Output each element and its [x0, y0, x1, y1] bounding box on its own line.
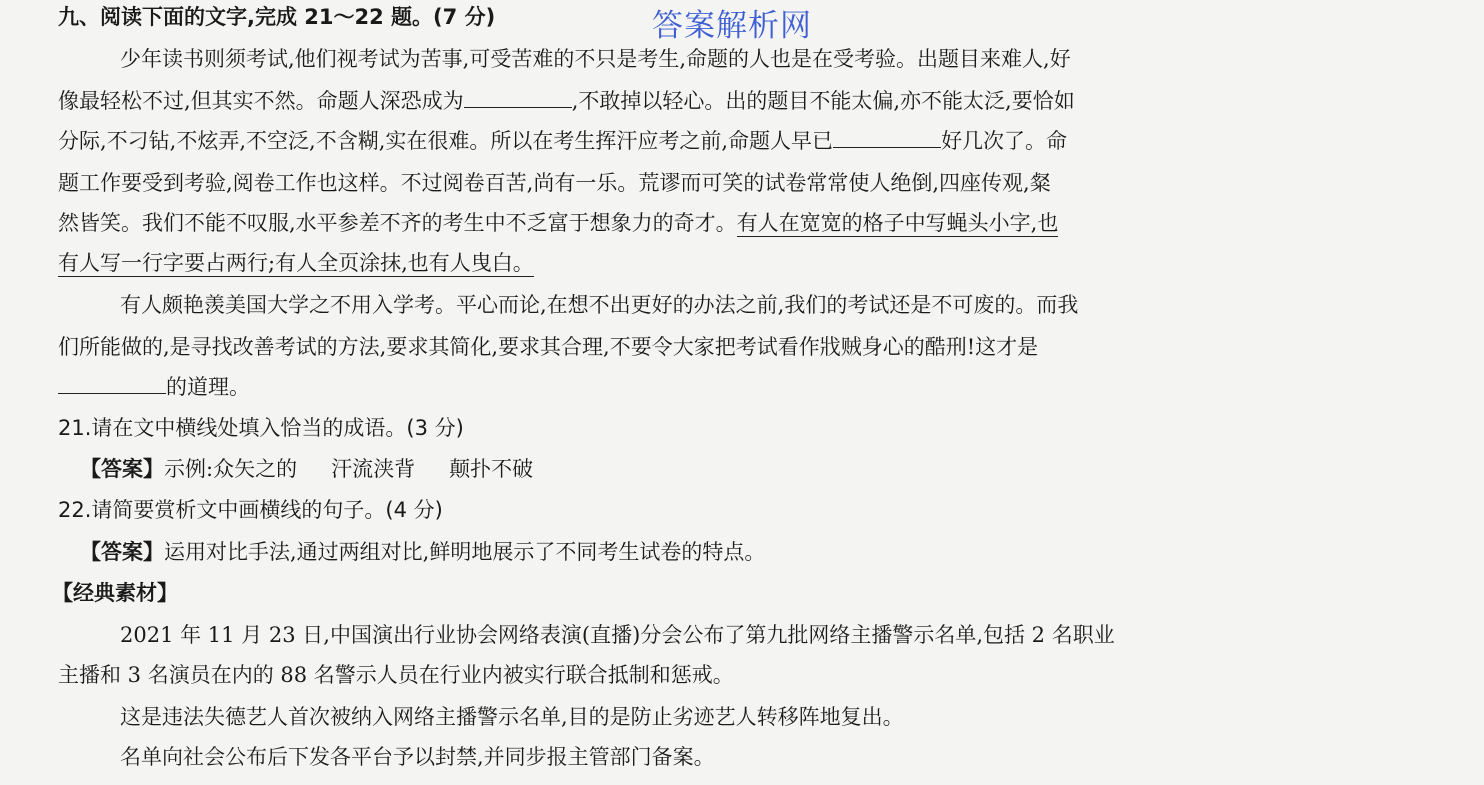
material-line: [58, 660, 1450, 690]
passage-line: [58, 208, 1450, 238]
passage-text: 分际,不刁钻,不炫弄,不空泛,不含糊,实在很难。所以在考生挥汗应考之前,命题人早已: [58, 129, 834, 153]
answer-item: 颠扑不破: [449, 457, 534, 481]
answer-item: 汗流浃背: [331, 457, 416, 481]
answer-prefix: 示例:: [164, 457, 214, 481]
answer-item: 众矢之的: [213, 457, 298, 481]
material-text: 主播和 3 名演员在内的 88 名警示人员在行业内被实行联合抵制和惩戒。: [58, 663, 734, 687]
material-text: 2021 年 11 月 23 日,中国演出行业协会网络表演(直播)分会公布了第九批网络主播警示名单,包括 2 名职业: [120, 623, 1115, 647]
answer-text: 运用对比手法,通过两组对比,鲜明地展示了不同考生试卷的特点。: [164, 540, 766, 564]
passage-line: [58, 44, 1450, 74]
material-text: 名单向社会公布后下发各平台予以封禁,并同步报主管部门备案。: [120, 745, 715, 769]
passage-text: 然皆笑。我们不能不叹服,水平参差不齐的考生中不乏富于想象力的奇才。: [58, 211, 737, 235]
material-heading: 【经典素材】: [52, 580, 178, 605]
watermark-text: 答案解析网: [652, 8, 812, 44]
passage-line: [58, 332, 1450, 362]
fill-blank-3: [58, 375, 166, 394]
underlined-sentence: 有人在宽宽的格子中写蝇头小字,也: [736, 211, 1059, 235]
passage-line: [58, 290, 1450, 320]
material-line: [58, 742, 1450, 772]
underlined-sentence: 有人写一行字要占两行;有人全页涂抹,也有人曳白。: [58, 251, 534, 275]
material-text: 这是违法失德艺人首次被纳入网络主播警示名单,目的是防止劣迹艺人转移阵地复出。: [120, 705, 904, 729]
passage-text: ,不敢掉以轻心。出的题目不能太偏,亦不能太泛,要恰如: [571, 89, 1075, 113]
passage-text: 题工作要受到考验,阅卷工作也这样。不过阅卷百苦,尚有一乐。荒谬而可笑的试卷常常使人绝倒,四座传观,粲: [58, 171, 1051, 195]
material-line: [58, 620, 1450, 650]
passage-text: 少年读书则须考试,他们视考试为苦事,可受苦难的不只是考生,命题的人也是在受考验。出题目来难人,好: [120, 47, 1071, 71]
fill-blank-1: [464, 89, 572, 108]
answer-22: [58, 537, 1450, 567]
passage-line: [58, 372, 1450, 402]
document-page: [52, 0, 1450, 785]
passage-line: [58, 126, 1450, 156]
question-22: 22.请简要赏析文中画横线的句子。(4 分): [58, 498, 443, 522]
passage-text: 好几次了。命: [941, 129, 1068, 153]
section-heading: 九、阅读下面的文字,完成 21～22 题。(7 分): [58, 5, 496, 29]
question-21: 21.请在文中横线处填入恰当的成语。(3 分): [58, 416, 464, 440]
passage-line: [58, 86, 1450, 116]
material-line: [58, 702, 1450, 732]
passage-text: 有人颇艳羡美国大学之不用入学考。平心而论,在想不出更好的办法之前,我们的考试还是不可废的。而我: [120, 293, 1079, 317]
answer-21: [58, 454, 1450, 484]
passage-line: [58, 248, 1450, 278]
passage-text: 像最轻松不过,但其实不然。命题人深恐成为: [58, 89, 464, 113]
fill-blank-2: [833, 129, 941, 148]
answer-tag: 【答案】: [80, 457, 164, 481]
passage-text: 们所能做的,是寻找改善考试的方法,要求其简化,要求其合理,不要令大家把考试看作戕贼身心的酷刑!这才是: [58, 335, 1039, 359]
passage-text: 的道理。: [166, 375, 250, 399]
passage-line: [58, 168, 1450, 198]
answer-tag: 【答案】: [80, 540, 164, 564]
